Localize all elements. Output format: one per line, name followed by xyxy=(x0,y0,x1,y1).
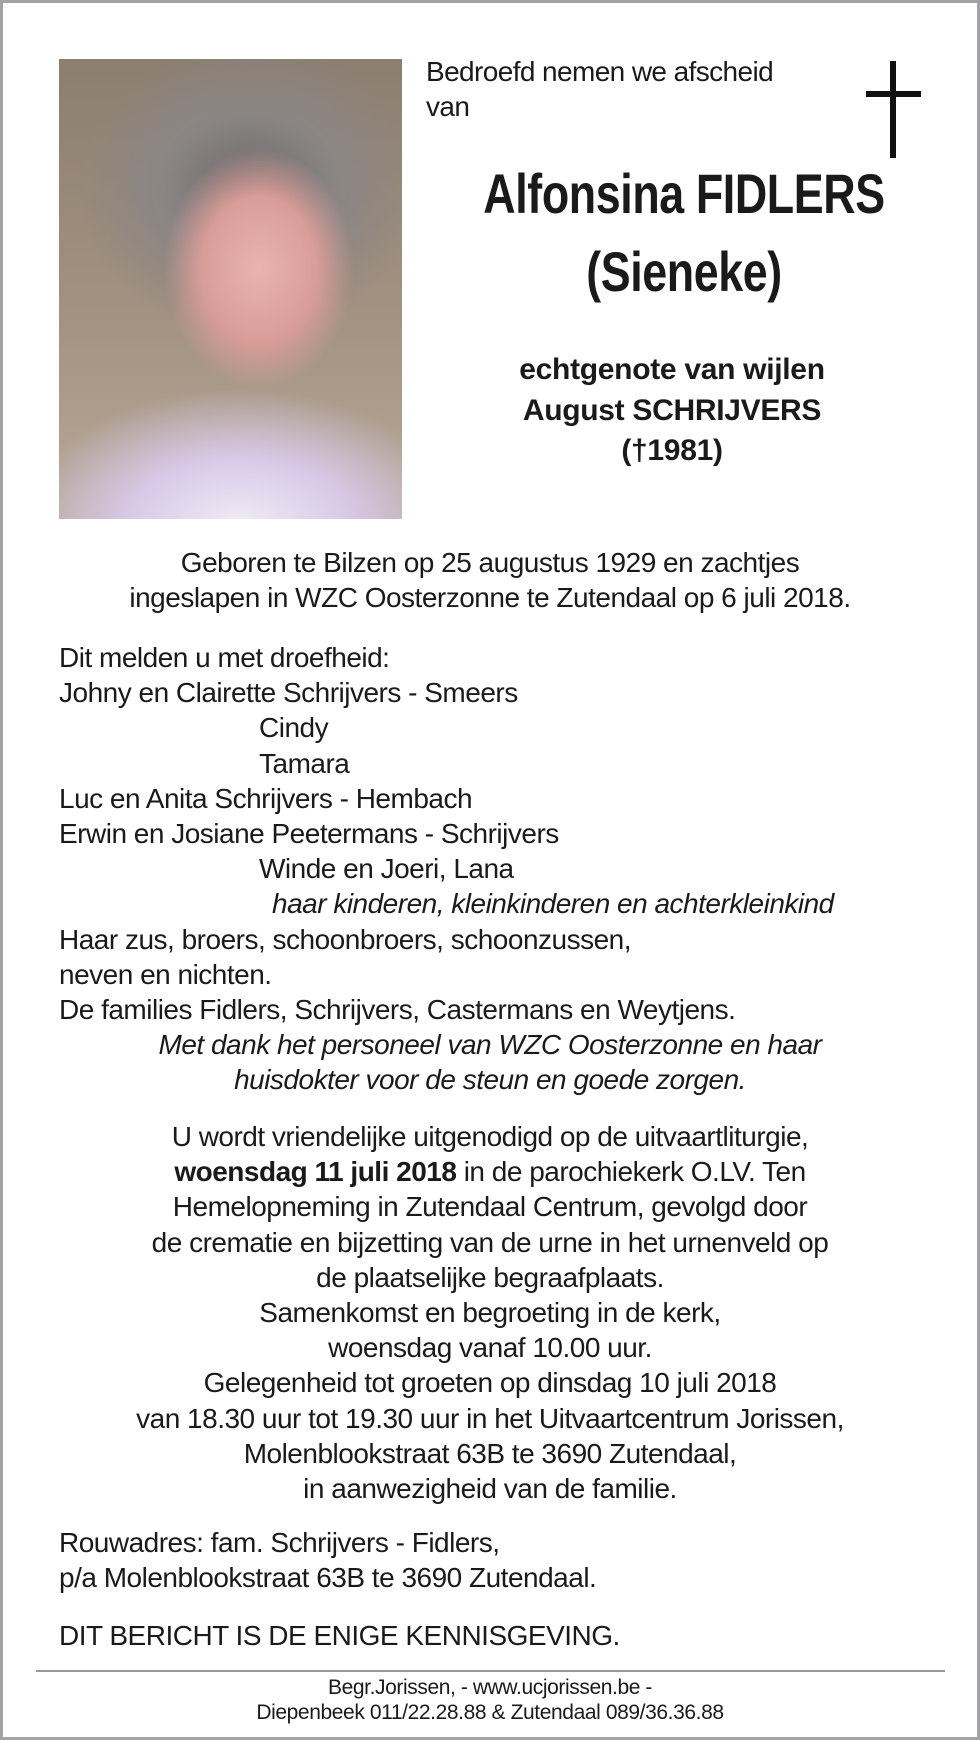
cross-icon xyxy=(890,61,896,158)
deceased-name: Alfonsina FIDLERS xyxy=(483,162,885,225)
funeral-info xyxy=(0,1119,980,1506)
family-member: Tamara xyxy=(259,747,350,779)
thanks-line: huisdokter voor de steun en goede zorgen. xyxy=(234,1064,746,1096)
text-line: Gelegenheid tot groeten op dinsdag 10 juli 2018 xyxy=(203,1367,777,1399)
footer-line: Begr.Jorissen, - www.ucjorissen.be - xyxy=(327,1676,653,1699)
family-relation: haar kinderen, kleinkinderen en achterkleinkind xyxy=(272,888,834,920)
spouse-name: August SCHRIJVERS xyxy=(522,393,822,427)
text-line: U wordt vriendelijke uitgenodigd op de uitvaartliturgie, xyxy=(171,1121,809,1152)
birth-death-info xyxy=(0,545,980,615)
footer-line: Diepenbeek 011/22.28.88 & Zutendaal 089/36.36.88 xyxy=(256,1701,724,1724)
notice-text: DIT BERICHT IS DE ENIGE KENNISGEVING. xyxy=(59,1620,620,1651)
spouse-line: echtgenote van wijlen xyxy=(519,353,825,386)
footer-divider xyxy=(36,1670,945,1672)
family-member: De families Fidlers, Schrijvers, Castermans en Weytjens. xyxy=(59,993,736,1025)
family-member: Winde en Joeri, Lana xyxy=(259,853,514,885)
text-line: Molenblookstraat 63B te 3690 Zutendaal, xyxy=(243,1437,737,1469)
text-line: Hemelopneming in Zutendaal Centrum, gevolgd door xyxy=(172,1191,808,1223)
funeral-location: in de parochiekerk O.LV. Ten xyxy=(456,1156,806,1188)
intro-text xyxy=(426,54,773,124)
text-line: Rouwadres: fam. Schrijvers - Fidlers, xyxy=(59,1527,500,1558)
mourning-address xyxy=(59,1525,959,1595)
family-intro: Dit melden u met droefheid: xyxy=(59,642,390,673)
notice xyxy=(59,1618,959,1653)
family-list xyxy=(59,640,959,1097)
intro-line: Bedroefd nemen we afscheid xyxy=(426,56,774,87)
family-member: neven en nichten. xyxy=(59,958,272,990)
family-member: Cindy xyxy=(259,712,329,744)
family-member: Luc en Anita Schrijvers - Hembach xyxy=(59,782,473,814)
text-line: p/a Molenblookstraat 63B te 3690 Zutendaal. xyxy=(59,1562,597,1594)
funeral-date: woensdag 11 juli 2018 xyxy=(174,1156,457,1188)
text-line: in aanwezigheid van de familie. xyxy=(303,1472,677,1504)
text-line: van 18.30 uur tot 19.30 uur in het Uitvaartcentrum Jorissen, xyxy=(136,1402,844,1434)
portrait-photo xyxy=(59,59,402,519)
footer xyxy=(0,1675,980,1725)
spouse-info xyxy=(442,350,902,472)
text-line: de plaatselijke begraafplaats. xyxy=(316,1261,664,1293)
family-member: Johny en Clairette Schrijvers - Smeers xyxy=(59,677,518,709)
spouse-death-year: (†1981) xyxy=(621,434,723,467)
text-line: Samenkomst en begroeting in de kerk, xyxy=(259,1296,721,1328)
intro-line: van xyxy=(426,91,470,122)
text-line: de crematie en bijzetting van de urne in het urnenveld op xyxy=(151,1226,829,1258)
cross-icon-bar xyxy=(866,91,921,97)
thanks-line: Met dank het personeel van WZC Oosterzonne en haar xyxy=(158,1029,822,1061)
family-member: Haar zus, broers, schoonbroers, schoonzussen, xyxy=(59,923,632,955)
text-line: woensdag vanaf 10.00 uur. xyxy=(328,1332,652,1364)
deceased-nickname: (Sieneke) xyxy=(586,240,782,303)
text-line: Geboren te Bilzen op 25 augustus 1929 en zachtjes xyxy=(180,547,800,578)
text-line: ingeslapen in WZC Oosterzonne te Zutendaal op 6 juli 2018. xyxy=(129,582,851,614)
family-member: Erwin en Josiane Peetermans - Schrijvers xyxy=(59,817,559,849)
funeral-date-line xyxy=(0,1154,980,1189)
